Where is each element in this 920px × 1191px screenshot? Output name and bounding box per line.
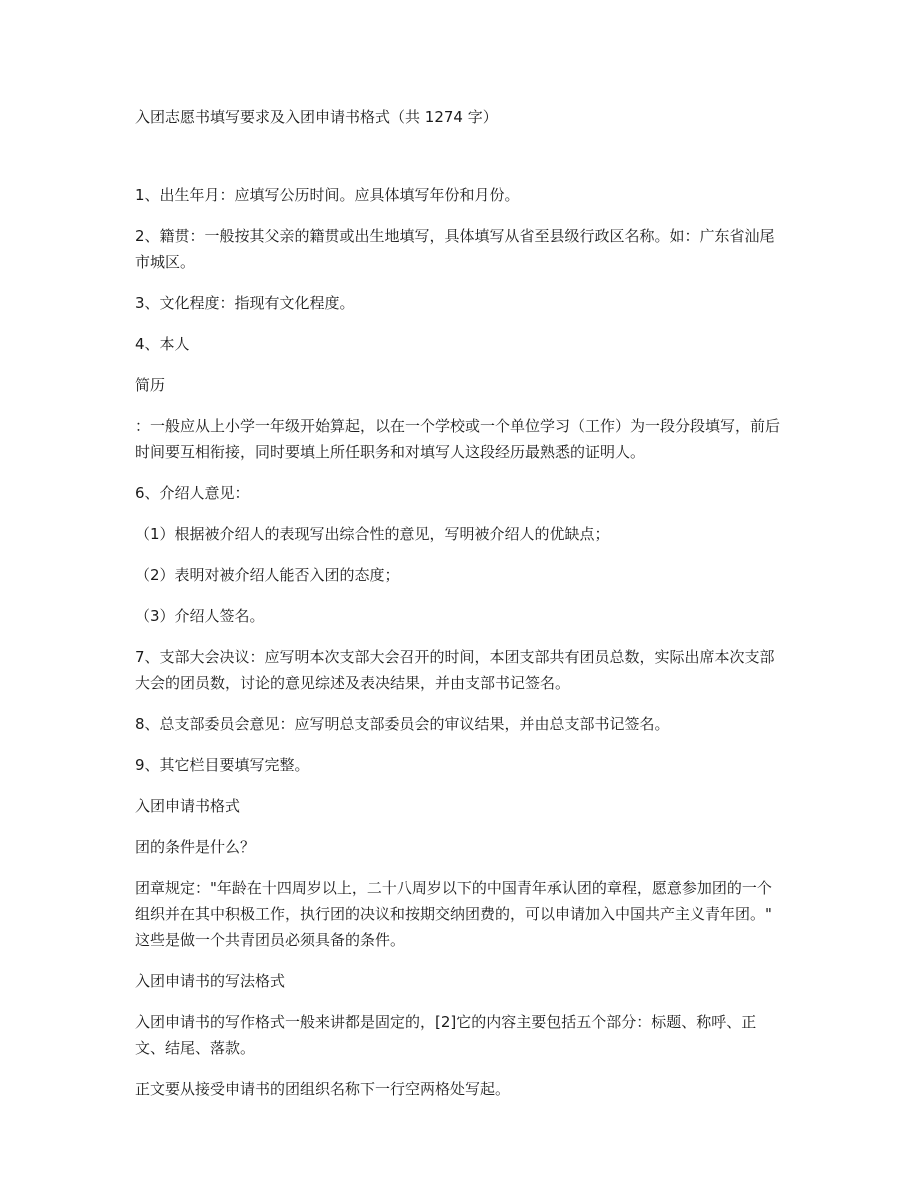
paragraph-other-fields: 9、其它栏目要填写完整。	[135, 756, 310, 774]
paragraph-format-parts: 入团申请书的写作格式一般来讲都是固定的，[2]它的内容主要包括五个部分：标题、称呼、正文、结尾、落款。	[135, 1013, 757, 1057]
paragraph-referee-item-3: （3）介绍人签名。	[135, 607, 265, 625]
paragraph-general-branch-opinion: 8、总支部委员会意见：应写明总支部委员会的审议结果，并由总支部书记签名。	[135, 715, 670, 733]
document-body	[135, 182, 785, 1117]
section-heading-application-format: 入团申请书格式	[135, 797, 241, 815]
paragraph-native-place: 2、籍贯：一般按其父亲的籍贯或出生地填写，具体填写从省至县级行政区名称。如：广东省汕尾市城区。	[135, 227, 775, 271]
paragraph-referee-item-2: （2）表明对被介绍人能否入团的态度；	[135, 566, 400, 584]
paragraph-resume-detail: ：一般应从上小学一年级开始算起，以在一个学校或一个单位学习（工作）为一段分段填写，前后时间要互相衔接，同时要填上所任职务和对填写人这段经历最熟悉的证明人。	[135, 417, 781, 461]
section-heading-conditions: 团的条件是什么？	[135, 838, 256, 856]
paragraph-birth-date: 1、出生年月：应填写公历时间。应具体填写年份和月份。	[135, 186, 520, 204]
document-title: 入团志愿书填写要求及入团申请书格式（共 1274 字）	[135, 108, 498, 126]
section-heading-writing-format: 入团申请书的写法格式	[135, 972, 286, 990]
paragraph-resume-heading: 简历	[135, 376, 166, 394]
paragraph-self: 4、本人	[135, 335, 190, 353]
paragraph-referee-item-1: （1）根据被介绍人的表现写出综合性的意见，写明被介绍人的优缺点；	[135, 525, 610, 543]
paragraph-body-start: 正文要从接受申请书的团组织名称下一行空两格处写起。	[135, 1080, 511, 1098]
paragraph-referee-opinion: 6、介绍人意见：	[135, 484, 250, 502]
paragraph-education: 3、文化程度：指现有文化程度。	[135, 294, 355, 312]
paragraph-branch-resolution: 7、支部大会决议：应写明本次支部大会召开的时间，本团支部共有团员总数，实际出席本次支部大会的团员数，讨论的意见综述及表决结果，并由支部书记签名。	[135, 648, 775, 692]
paragraph-constitution: 团章规定："年龄在十四周岁以上，二十八周岁以下的中国青年承认团的章程，愿意参加团的一个组织并在其中积极工作，执行团的决议和按期交纳团费的，可以申请加入中国共产主义青年团。" 这些是做一个共青团员必须具备的条件。	[135, 879, 772, 949]
